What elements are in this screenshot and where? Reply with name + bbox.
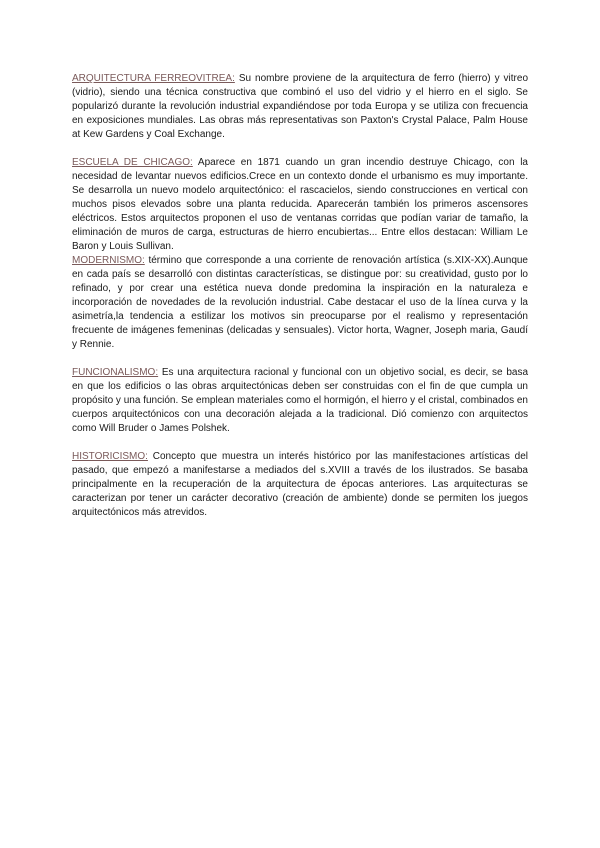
section-escuela-chicago [72,156,528,254]
section-heading: ESCUELA DE CHICAGO: [72,157,193,168]
section-modernismo [72,254,528,352]
section-heading: FUNCIONALISMO: [72,367,159,378]
document-page [72,72,528,520]
section-heading: MODERNISMO: [72,255,145,266]
section-historicismo [72,450,528,520]
section-ferreovitrea [72,72,528,142]
section-heading: ARQUITECTURA FERREOVITREA: [72,73,235,84]
section-body: término que corresponde a una corriente de renovación artística (s.XIX-XX).Aunque en cada país se desarrolló con distintas características, se distingue por: su creatividad, gusto por lo refinado, y por crear una estética nueva donde predomina la inspiración en la naturaleza e incorporación de novedades de la revolución industrial. Cabe destacar el uso de la línea curva y la asimetría,la tendencia a estilizar los motivos sin preocuparse por el realismo y representación frecuente de imágenes femeninas (delicadas y sensuales). Victor horta, Wagner, Joseph maria, Gaudí y Rennie. [72,255,528,350]
section-body: Es una arquitectura racional y funcional con un objetivo social, es decir, se basa en que los edificios o las obras arquitectónicas deben ser construidas con el fin de que cumpla un propósito y una función. Se emplean materiales como el hormigón, el hierro y el cristal, combinados en cuerpos arquitectónicos con una decoración alejada a la tradicional. Dió comienzo con arquitectos como Will Bruder o James Polshek. [72,367,528,434]
section-body: Su nombre proviene de la arquitectura de ferro (hierro) y vitreo (vidrio), siendo una técnica constructiva que combinó el uso del vidrio y el hierro en el siglo. Se popularizó durante la revolución industrial expandiéndose por toda Europa y se utiliza con frecuencia en exposiciones mundiales. Las obras más representativas son Paxton's Crystal Palace, Palm House at Kew Gardens y Coal Exchange. [72,73,529,140]
section-funcionalismo [72,366,528,436]
section-body: Aparece en 1871 cuando un gran incendio destruye Chicago, con la necesidad de levantar nuevos edificios.Crece en un contexto donde el urbanismo es muy importante. Se desarrolla un nuevo modelo arquitectónico: el rascacielos, siendo construcciones en vertical con muchos pisos elevados sobre una planta reducida. Aparecerán también los primeros ascensores eléctricos. Estos arquitectos proponen el uso de ventanas corridas que podían variar de tamaño, la eliminación de muros de carga, estructuras de hierro encubiertas... Entre ellos destacan: William Le Baron y Louis Sullivan. [72,157,528,252]
section-body: Concepto que muestra un interés histórico por las manifestaciones artísticas del pasado, que empezó a manifestarse a mediados del s.XVIII a través de los ilustrados. Se basaba principalmente en la recuperación de la arquitectura de épocas anteriores. Las arquitecturas se caracterizan por tener un carácter decorativo (creación de ambiente) donde se permiten los juegos arquitectónicos más atrevidos. [72,451,528,518]
section-heading: HISTORICISMO: [72,451,148,462]
